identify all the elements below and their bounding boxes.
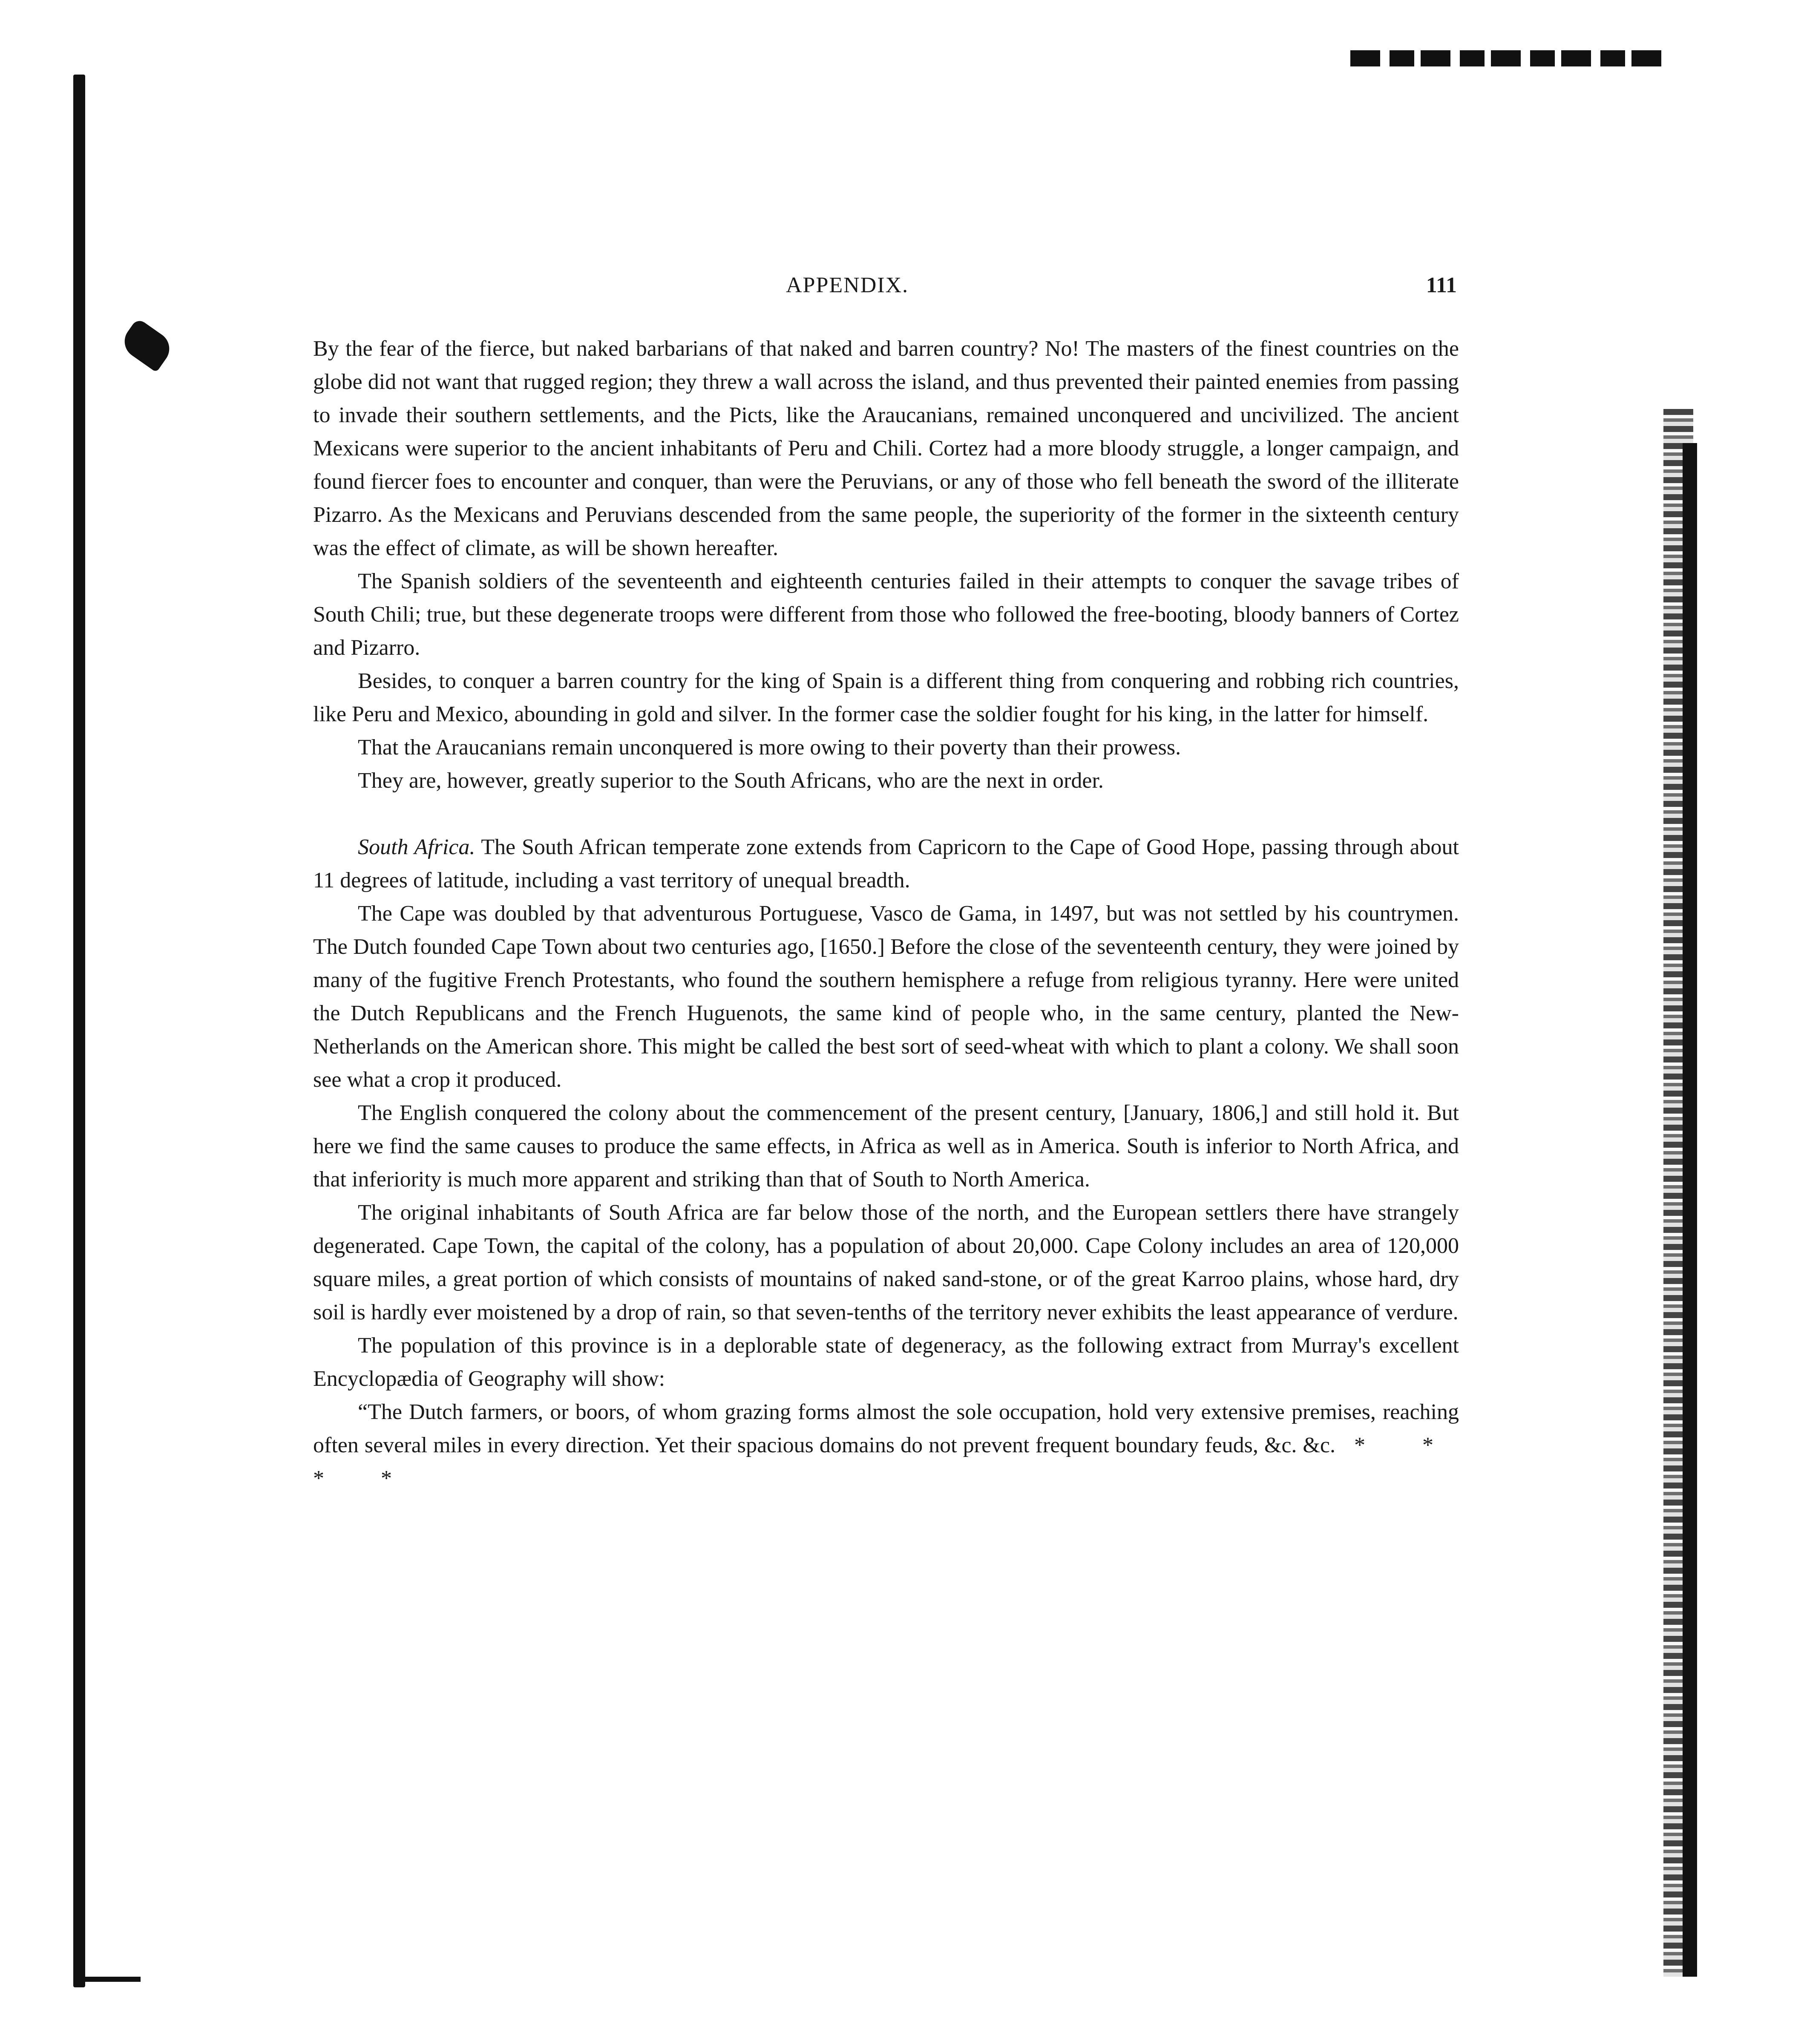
quoted-paragraph — [313, 1396, 1459, 1495]
scan-artifact-top — [1350, 50, 1661, 66]
paragraph: They are, however, greatly superior to the South Africans, who are the next in order. — [358, 769, 1104, 793]
running-header — [307, 273, 1457, 311]
page-number: 111 — [1426, 273, 1457, 297]
paragraph: That the Araucanians remain unconquered is more owing to their poverty than their prowess. — [358, 735, 1181, 760]
paragraph: The population of this province is in a deplorable state of degeneracy, as the following extract from Murray's excellent Encyclopædia of Geography will show: — [313, 1333, 1459, 1391]
paragraph: Besides, to conquer a barren country for the king of Spain is a different thing from conquering and robbing rich countries, like Peru and Mexico, abounding in gold and silver. In the former case the soldier fought for his king, in the latter for himself. — [313, 669, 1459, 726]
scan-binding-foot — [81, 1977, 141, 1982]
body-text — [313, 332, 1459, 1495]
paragraph: The English conquered the colony about the commencement of the present century, [January, 1806,] and still hold it. But here we find the same causes to produce the same effects, in Africa as well as in America. South is inferior to North Africa, and that inferiority is much more apparent and striking than that of South to North America. — [313, 1101, 1459, 1192]
quote-text: “The Dutch farmers, or boors, of whom grazing forms almost the sole occupation, hold very extensive premises, reaching often several miles in every direction. Yet their spacious domains do not prevent frequent boundary feuds, &c. &c. — [313, 1400, 1459, 1457]
paragraph: By the fear of the fierce, but naked barbarians of that naked and barren country? No! The masters of the finest countries on the globe did not want that rugged region; they threw a wall across the island, and thus prevented their painted enemies from passing to invade their southern settlements, and the Picts, like the Araucanians, remained unconquered and uncivilized. The ancient Mexicans were superior to the ancient inhabitants of Peru and Chili. Cortez had a more bloody struggle, a longer campaign, and found fiercer foes to encounter and conquer, than were the Peruvians, or any of those who fell beneath the sword of the illiterate Pizarro. As the Mexicans and Peruvians descended from the same people, the superiority of the former in the sixteenth century was the effect of climate, as will be shown hereafter. — [313, 337, 1459, 560]
scan-artifact-right-edge — [1683, 443, 1697, 1977]
running-title: APPENDIX. — [786, 273, 909, 297]
section-opening-paragraph — [313, 831, 1459, 897]
ink-blot — [118, 318, 176, 373]
paragraph: The original inhabitants of South Africa are far below those of the north, and the European settlers there have strangely degenerated. Cape Town, the capital of the colony, has a population of about 20,000. Cape Colony includes an area of 120,000 square miles, a great portion of which consists of mountains of naked sand-stone, or of the great Karroo plains, whose hard, dry soil is hardly ever moistened by a drop of rain, so that seven-tenths of the territory never exhibits the least appearance of verdure. — [313, 1200, 1459, 1324]
ellipsis-stars: * * * * — [313, 1433, 1459, 1491]
paragraph: The Spanish soldiers of the seventeenth and eighteenth centuries failed in their attempts to conquer the savage tribes of South Chili; true, but these degenerate troops were different from those who followed the free-booting, bloody banners of Cortez and Pizarro. — [313, 569, 1459, 660]
scan-binding-shadow — [73, 75, 85, 1987]
section-opening-text: The South African temperate zone extends from Capricorn to the Cape of Good Hope, passing through about 11 degrees of latitude, including a vast territory of unequal breadth. — [313, 835, 1459, 892]
section-heading: South Africa. — [358, 835, 475, 859]
paragraph: The Cape was doubled by that adventurous Portuguese, Vasco de Gama, in 1497, but was not settled by his countrymen. The Dutch founded Cape Town about two centuries ago, [1650.] Before the close of the seventeenth century, they were joined by many of the fugitive French Protestants, who found the southern hemisphere a refuge from religious tyranny. Here were united the Dutch Republicans and the French Huguenots, the same kind of people who, in the same century, planted the New-Netherlands on the American shore. This might be called the best sort of seed-wheat with which to plant a colony. We shall soon see what a crop it produced. — [313, 901, 1459, 1092]
